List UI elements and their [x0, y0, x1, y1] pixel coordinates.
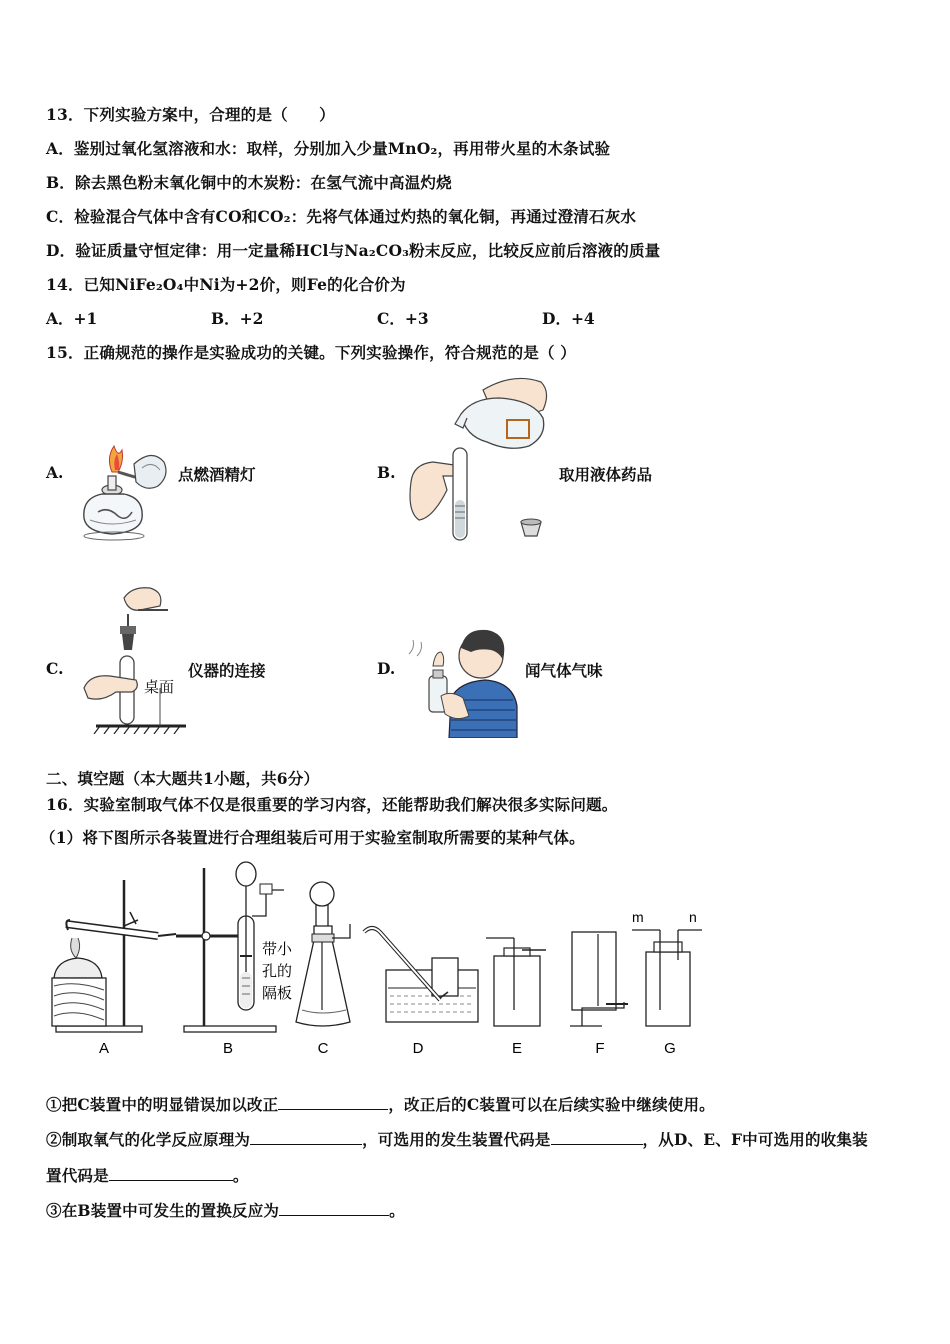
q16-sub2-text-d: 置代码是	[46, 1166, 109, 1185]
q13-option-d: D．验证质量守恒定律：用一定量稀HCl与Na₂CO₃粉末反应，比较反应前后溶液的质量	[46, 241, 661, 260]
q15-option-b-letter: B.	[377, 463, 396, 482]
q16-sub3-text-a: ③在B装置中可发生的置换反应为	[46, 1201, 280, 1220]
q14-option-c: C．+3	[377, 309, 429, 328]
section-2-heading: 二、填空题（本大题共1小题，共6分）	[46, 769, 320, 788]
q13-option-a: A．鉴别过氧化氢溶液和水：取样，分别加入少量MnO₂，再用带火星的木条试验	[46, 139, 611, 158]
port-m-label: m	[632, 909, 644, 925]
apparatus-d-illustration	[364, 928, 478, 1022]
apparatus-a-illustration	[52, 880, 176, 1032]
port-n-label: n	[689, 909, 697, 925]
q15-option-a-caption: 点燃酒精灯	[178, 465, 256, 484]
q16-sub1	[46, 1093, 715, 1115]
q16-sub1-answer-blank[interactable]	[278, 1095, 388, 1110]
apparatus-f-illustration	[570, 932, 628, 1026]
q16-sub2-text-a: ②制取氧气的化学反应原理为	[46, 1130, 251, 1149]
q16-sub2-text-b: ，可选用的发生装置代码是	[362, 1130, 551, 1149]
q14-stem: 14．已知NiFe₂O₄中Ni为+2价，则Fe的化合价为	[46, 275, 406, 294]
q16-sub2-text-e: 。	[232, 1166, 249, 1185]
partition-label-3: 隔板	[262, 985, 293, 1002]
apparatus-label-c: C	[317, 1040, 329, 1057]
apparatus-c-illustration	[296, 882, 350, 1026]
q16-stem: 16．实验室制取气体不仅是很重要的学习内容，还能帮助我们解决很多实际问题。	[46, 795, 618, 814]
q14-option-b: B．+2	[211, 309, 264, 328]
apparatus-label-d: D	[412, 1040, 424, 1057]
apparatus-e-illustration	[486, 938, 546, 1026]
desk-label: 桌面	[144, 679, 175, 696]
q15-option-a-letter: A.	[46, 463, 64, 482]
smelling-gas-illustration	[405, 626, 519, 738]
q16-sub2-cont	[46, 1164, 249, 1186]
q16-sub1-text-b: ，改正后的C装置可以在后续实验中继续使用。	[388, 1095, 715, 1114]
q16-sub2-collector-blank[interactable]	[109, 1166, 233, 1181]
gas-apparatus-diagram	[46, 860, 716, 1060]
apparatus-g-illustration	[632, 930, 702, 1026]
apparatus-label-e: E	[511, 1040, 523, 1057]
partition-label-2: 孔的	[262, 963, 293, 980]
q16-sub2-reaction-blank[interactable]	[250, 1130, 362, 1145]
q16-sub3	[46, 1199, 405, 1221]
liquid-pouring-illustration	[403, 372, 553, 544]
apparatus-label-f: F	[595, 1040, 605, 1057]
q16-part1: （1）将下图所示各装置进行合理组装后可用于实验室制取所需要的某种气体。	[40, 828, 585, 847]
q14-option-d: D．+4	[542, 309, 595, 328]
q16-sub1-text-a: ①把C装置中的明显错误加以改正	[46, 1095, 279, 1114]
q16-sub3-text-b: 。	[389, 1201, 405, 1220]
q15-option-d-caption: 闻气体气味	[525, 661, 603, 680]
q13-stem: 13．下列实验方案中，合理的是（ ）	[46, 105, 335, 124]
q15-option-d-letter: D.	[377, 659, 396, 678]
apparatus-label-g: G	[664, 1040, 676, 1057]
q16-sub2-generator-blank[interactable]	[551, 1130, 643, 1145]
q16-sub3-answer-blank[interactable]	[279, 1201, 389, 1216]
q16-sub2-text-c: ，从D、E、F中可选用的收集装	[642, 1130, 868, 1149]
q13-option-c: C．检验混合气体中含有CO和CO₂：先将气体通过灼热的氧化铜，再通过澄清石灰水	[46, 207, 637, 226]
q13-option-b: B．除去黑色粉末氧化铜中的木炭粉：在氢气流中高温灼烧	[46, 173, 452, 192]
q15-option-c-caption: 仪器的连接	[188, 661, 266, 680]
instrument-connection-illustration	[76, 584, 186, 734]
alcohol-lamp-lighting-illustration	[74, 432, 174, 544]
apparatus-label-b: B	[222, 1040, 234, 1057]
q14-option-a: A．+1	[46, 309, 98, 328]
q16-sub2	[46, 1128, 868, 1150]
q15-stem: 15．正确规范的操作是实验成功的关键。下列实验操作，符合规范的是（ ）	[46, 343, 576, 362]
q15-option-b-caption: 取用液体药品	[559, 465, 653, 484]
partition-label-1: 带小	[262, 941, 293, 958]
apparatus-label-a: A	[98, 1040, 110, 1057]
q15-option-c-letter: C.	[46, 659, 64, 678]
